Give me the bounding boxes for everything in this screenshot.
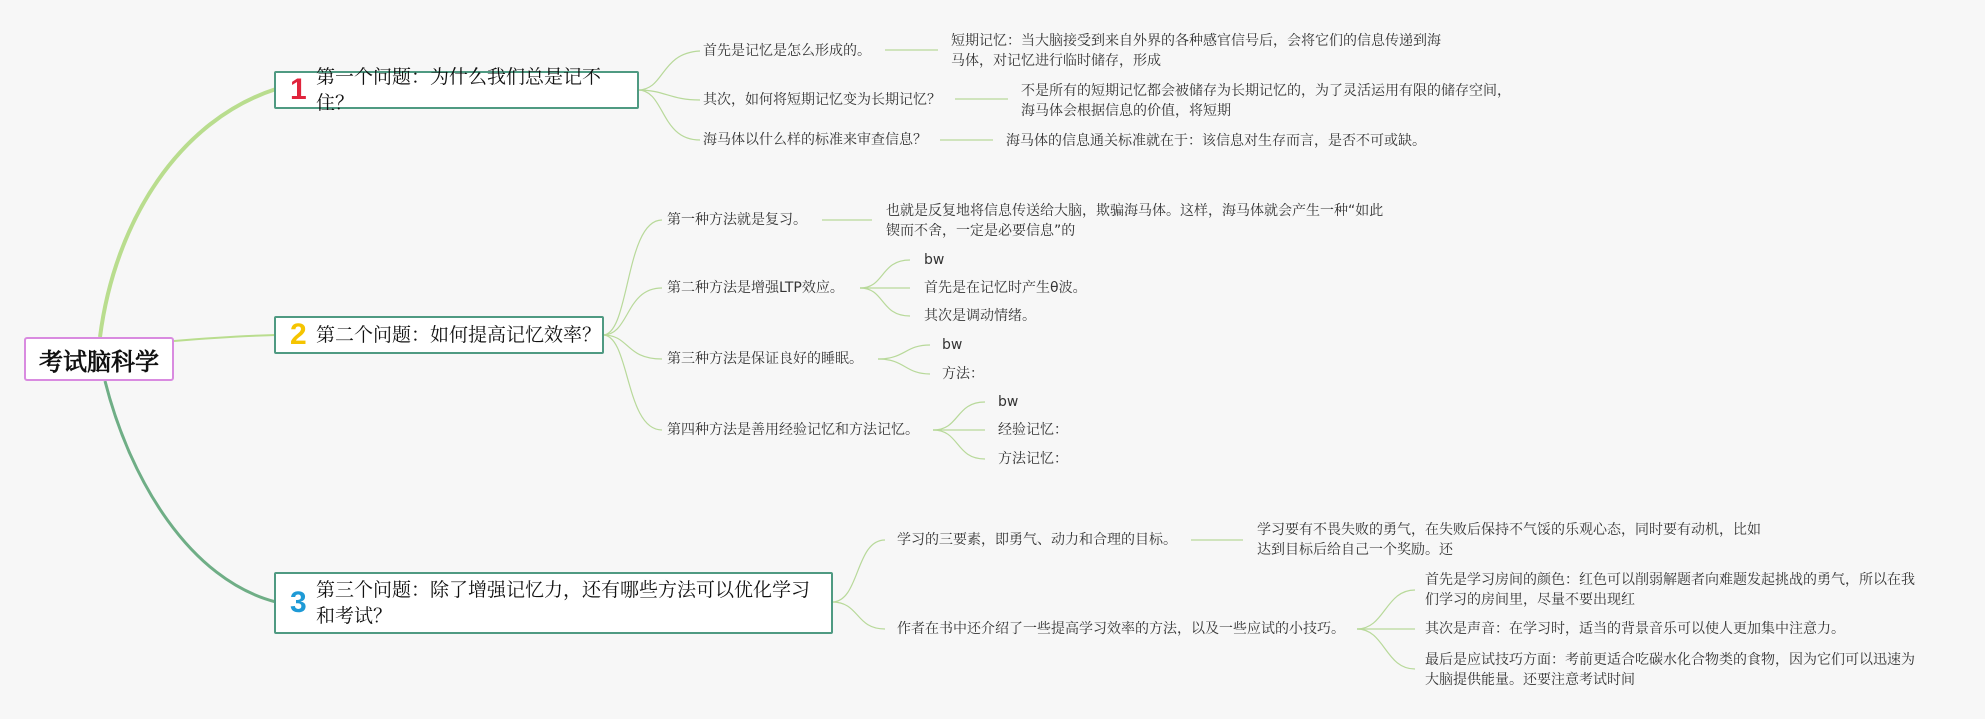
item-2-3-1[interactable]: bw <box>942 337 963 353</box>
topic-3-label: 第三个问题：除了增强记忆力，还有哪些方法可以优化学习和考试？ <box>316 579 811 627</box>
topic-1-label: 第一个问题：为什么我们总是记不住？ <box>316 66 602 114</box>
item-2-4-2[interactable]: 经验记忆： <box>998 422 1068 438</box>
item-3-2-2[interactable]: 其次是声音：在学习时，适当的背景音乐可以使人更加集中注意力。 <box>1425 621 1845 637</box>
topic-2-label: 第二个问题：如何提高记忆效率？ <box>316 324 602 346</box>
subtopic-1-3[interactable]: 海马体以什么样的标准来审查信息？ <box>703 132 927 148</box>
item-2-4-3[interactable]: 方法记忆： <box>998 451 1068 467</box>
detail-1-2[interactable]: 不是所有的短期记忆都会被储存为长期记忆的，为了灵活运用有限的储存空间，海马体会根据信息的价值，将短期 <box>1021 83 1511 119</box>
branch-line-1 <box>100 89 276 337</box>
detail-1-1[interactable]: 短期记忆：当大脑接受到来自外界的各种感官信号后，会将它们的信息传递到海马体，对记忆进行临时储存，形成 <box>951 33 1441 69</box>
subtopic-1-2[interactable]: 其次，如何将短期记忆变为长期记忆？ <box>703 92 941 108</box>
item-2-2-2[interactable]: 首先是在记忆时产生θ波。 <box>924 280 1087 296</box>
number-1-badge: 1 <box>290 73 307 106</box>
subtopic-1-1[interactable]: 首先是记忆是怎么形成的。 <box>703 43 871 59</box>
item-2-2-1[interactable]: bw <box>924 252 945 268</box>
item-2-3-2[interactable]: 方法： <box>942 366 984 382</box>
number-3-badge: 3 <box>290 586 307 619</box>
topic-1[interactable] <box>274 66 639 114</box>
detail-1-3[interactable]: 海马体的信息通关标准就在于：该信息对生存而言，是否不可或缺。 <box>1006 133 1426 149</box>
detail-3-1[interactable]: 学习要有不畏失败的勇气，在失败后保持不气馁的乐观心态，同时要有动机，比如达到目标后给自己一个奖励。还 <box>1257 522 1761 558</box>
subtopic-3-2[interactable]: 作者在书中还介绍了一些提高学习效率的方法，以及一些应试的小技巧。 <box>897 621 1345 637</box>
item-3-2-3[interactable]: 最后是应试技巧方面：考前更适合吃碳水化合物类的食物，因为它们可以迅速为大脑提供能量。还要注意考试时间 <box>1425 652 1915 688</box>
subtopic-2-2[interactable]: 第二种方法是增强LTP效应。 <box>667 280 844 296</box>
topic-3[interactable] <box>274 572 833 634</box>
root-topic[interactable]: 考试脑科学 <box>24 337 174 381</box>
subtopic-2-3[interactable]: 第三种方法是保证良好的睡眠。 <box>667 351 863 367</box>
item-3-2-1[interactable]: 首先是学习房间的颜色：红色可以削弱解题者向难题发起挑战的勇气，所以在我们学习的房间里，尽量不要出现红 <box>1425 572 1915 608</box>
number-2-badge: 2 <box>290 318 307 351</box>
item-2-4-1[interactable]: bw <box>998 394 1019 410</box>
subtopic-2-1[interactable]: 第一种方法就是复习。 <box>667 212 807 228</box>
branch-line-2 <box>174 335 276 341</box>
subtopic-3-1[interactable]: 学习的三要素，即勇气、动力和合理的目标。 <box>897 532 1177 548</box>
detail-2-1[interactable]: 也就是反复地将信息传送给大脑，欺骗海马体。这样，海马体就会产生一种“如此锲而不舍，一定是必要信息”的 <box>886 203 1384 239</box>
subtopic-2-4[interactable]: 第四种方法是善用经验记忆和方法记忆。 <box>667 422 919 438</box>
item-2-2-3[interactable]: 其次是调动情绪。 <box>924 308 1036 324</box>
topic-2[interactable] <box>274 316 604 354</box>
branch-line-3 <box>105 381 276 602</box>
